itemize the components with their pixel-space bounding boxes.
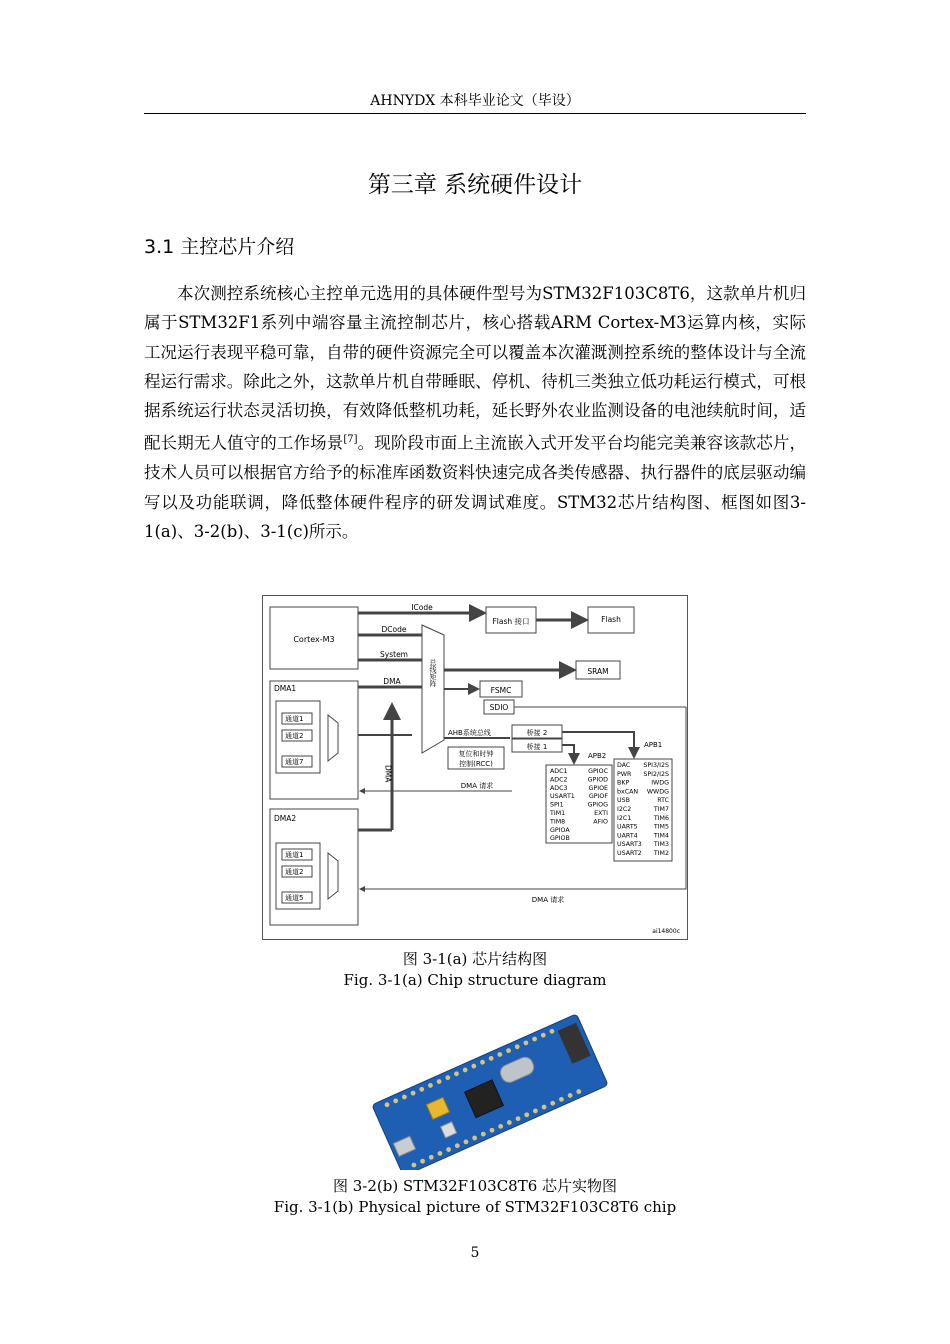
- peripheral-label: UART5: [617, 823, 638, 831]
- icode-label: ICode: [411, 603, 433, 612]
- peripheral-label: GPIOA: [550, 826, 570, 834]
- peripheral-label: GPIOB: [550, 835, 570, 843]
- section-title: 3.1 主控芯片介绍: [144, 236, 295, 258]
- figure2-caption-cn: 图 3-2(b) STM32F103C8T6 芯片实物图: [332, 1177, 618, 1195]
- figure1-caption-cn: 图 3-1(a) 芯片结构图: [402, 950, 548, 968]
- peripheral-label: ADC1: [550, 768, 568, 775]
- apb2-label: APB2: [588, 752, 607, 760]
- peripheral-label: ADC3: [550, 784, 568, 792]
- figure2-caption-en: Fig. 3-1(b) Physical picture of STM32F103C8T6 chip: [273, 1198, 677, 1216]
- peripheral-label: PWR: [617, 770, 632, 778]
- system-label: System: [380, 650, 408, 659]
- bridge1-label: 桥接 1: [526, 743, 548, 751]
- flash-label: Flash: [601, 615, 621, 624]
- dma-channel-label: 通道7: [285, 758, 304, 766]
- peripheral-label: TIM3: [653, 841, 669, 849]
- page-number: 5: [470, 1245, 480, 1261]
- peripheral-label: TIM1: [550, 810, 566, 817]
- peripheral-label: TIM4: [653, 832, 669, 840]
- peripheral-label: AFIO: [593, 818, 608, 826]
- dma-channel-label: 通道5: [285, 894, 304, 902]
- dma-bus-label: DMA: [383, 677, 401, 686]
- bus-matrix-block: [422, 625, 444, 753]
- dma2-label: DMA2: [274, 814, 297, 823]
- peripheral-label: I2C1: [617, 814, 632, 822]
- peripheral-label: USART2: [617, 850, 642, 857]
- dma-channel-label: 通道1: [285, 715, 304, 723]
- sram-label: SRAM: [587, 667, 609, 676]
- peripheral-label: SPI1: [550, 801, 564, 809]
- peripheral-label: USART3: [617, 841, 642, 849]
- rcc-label-1: 复位和时钟: [458, 750, 494, 758]
- peripheral-label: SPI3/I2S: [643, 762, 669, 769]
- chip-structure-diagram: [262, 595, 688, 940]
- peripheral-label: GPIOE: [588, 784, 608, 792]
- figure1-caption-en: Fig. 3-1(a) Chip structure diagram: [343, 971, 607, 989]
- bridge2-label: 桥接 2: [526, 729, 548, 737]
- peripheral-label: TIM7: [653, 806, 669, 813]
- peripheral-label: IWDG: [651, 779, 669, 787]
- peripheral-label: UART4: [617, 832, 638, 840]
- fsmc-label: FSMC: [490, 686, 512, 695]
- dma-vertical-label: DMA: [383, 765, 393, 783]
- peripheral-label: WWDG: [646, 788, 669, 796]
- peripheral-label: SPI2/I2S: [643, 770, 669, 778]
- body-paragraph: [144, 279, 806, 546]
- peripheral-label: GPIOF: [588, 793, 608, 801]
- peripheral-label: TIM8: [550, 818, 566, 826]
- peripheral-label: GPIOD: [587, 776, 608, 784]
- peripheral-label: GPIOC: [588, 768, 608, 775]
- peripheral-label: BKP: [617, 779, 630, 787]
- stm32-board-photo: [372, 1000, 608, 1170]
- dma-channel-label: 通道2: [285, 732, 304, 740]
- dcode-label: DCode: [381, 625, 407, 634]
- dma-request-1: DMA 请求: [460, 782, 494, 790]
- dma-channel-label: 通道1: [285, 851, 304, 859]
- peripheral-label: RTC: [657, 797, 669, 805]
- peripheral-label: TIM2: [653, 850, 669, 857]
- rcc-label-2: 控制(RCC): [459, 760, 493, 768]
- peripheral-label: bxCAN: [617, 788, 639, 796]
- page-header: AHNYDX 本科毕业论文（毕设）: [144, 90, 806, 114]
- peripheral-label: USB: [617, 797, 630, 805]
- body-text-2: 。现阶段市面上主流嵌入式开发平台均能完美兼容该款芯片，技术人员可以根据官方给予的标准库函数资料快速完成各类传感器、执行器件的底层驱动编写以及功能联调，降低整体硬件程序的研发调试难度。STM32芯片结构图、框图如图3-1(a)、3-2(b)、3-1(c)所示。: [144, 433, 807, 541]
- figure-id: ai14800c: [652, 928, 680, 935]
- peripheral-label: USART1: [550, 793, 575, 801]
- peripheral-label: I2C2: [617, 806, 632, 813]
- flash-interface-label: Flash 接口: [492, 617, 530, 626]
- chapter-title: 第三章 系统硬件设计: [367, 172, 583, 198]
- apb1-label: APB1: [644, 741, 663, 749]
- body-text-1: 本次测控系统核心主控单元选用的具体硬件型号为STM32F103C8T6，这款单片机归属于STM32F1系列中端容量主流控制芯片，核心搭载ARM Cortex-M3运算内核，实际工况运行表现平稳可靠，自带的硬件资源完全可以覆盖本次灌溉测控系统的整体设计与全流程运行需求。除此之外，这款单片机自带睡眠、停机、待机三类独立低功耗运行模式，可根据系统运行状态灵活切换，有效降低整机功耗，延长野外农业监测设备的电池续航时间，适配长期无人值守的工作场景: [144, 284, 806, 453]
- peripheral-label: DAC: [617, 762, 631, 769]
- peripheral-label: GPIOG: [587, 801, 608, 809]
- dma-channel-label: 通道2: [285, 868, 304, 876]
- citation: [7]: [343, 434, 358, 446]
- peripheral-label: TIM6: [653, 814, 669, 822]
- cortex-m3-label: Cortex-M3: [293, 635, 335, 644]
- dma-request-2: DMA 请求: [531, 896, 565, 904]
- peripheral-label: EXTI: [594, 810, 608, 817]
- dma1-label: DMA1: [274, 684, 297, 693]
- bus-matrix-label: 总线矩阵: [429, 659, 437, 687]
- sdio-label: SDIO: [489, 703, 509, 712]
- ahb-label: AHB系统总线: [448, 729, 491, 737]
- peripheral-label: TIM5: [653, 823, 669, 831]
- peripheral-label: ADC2: [550, 776, 568, 784]
